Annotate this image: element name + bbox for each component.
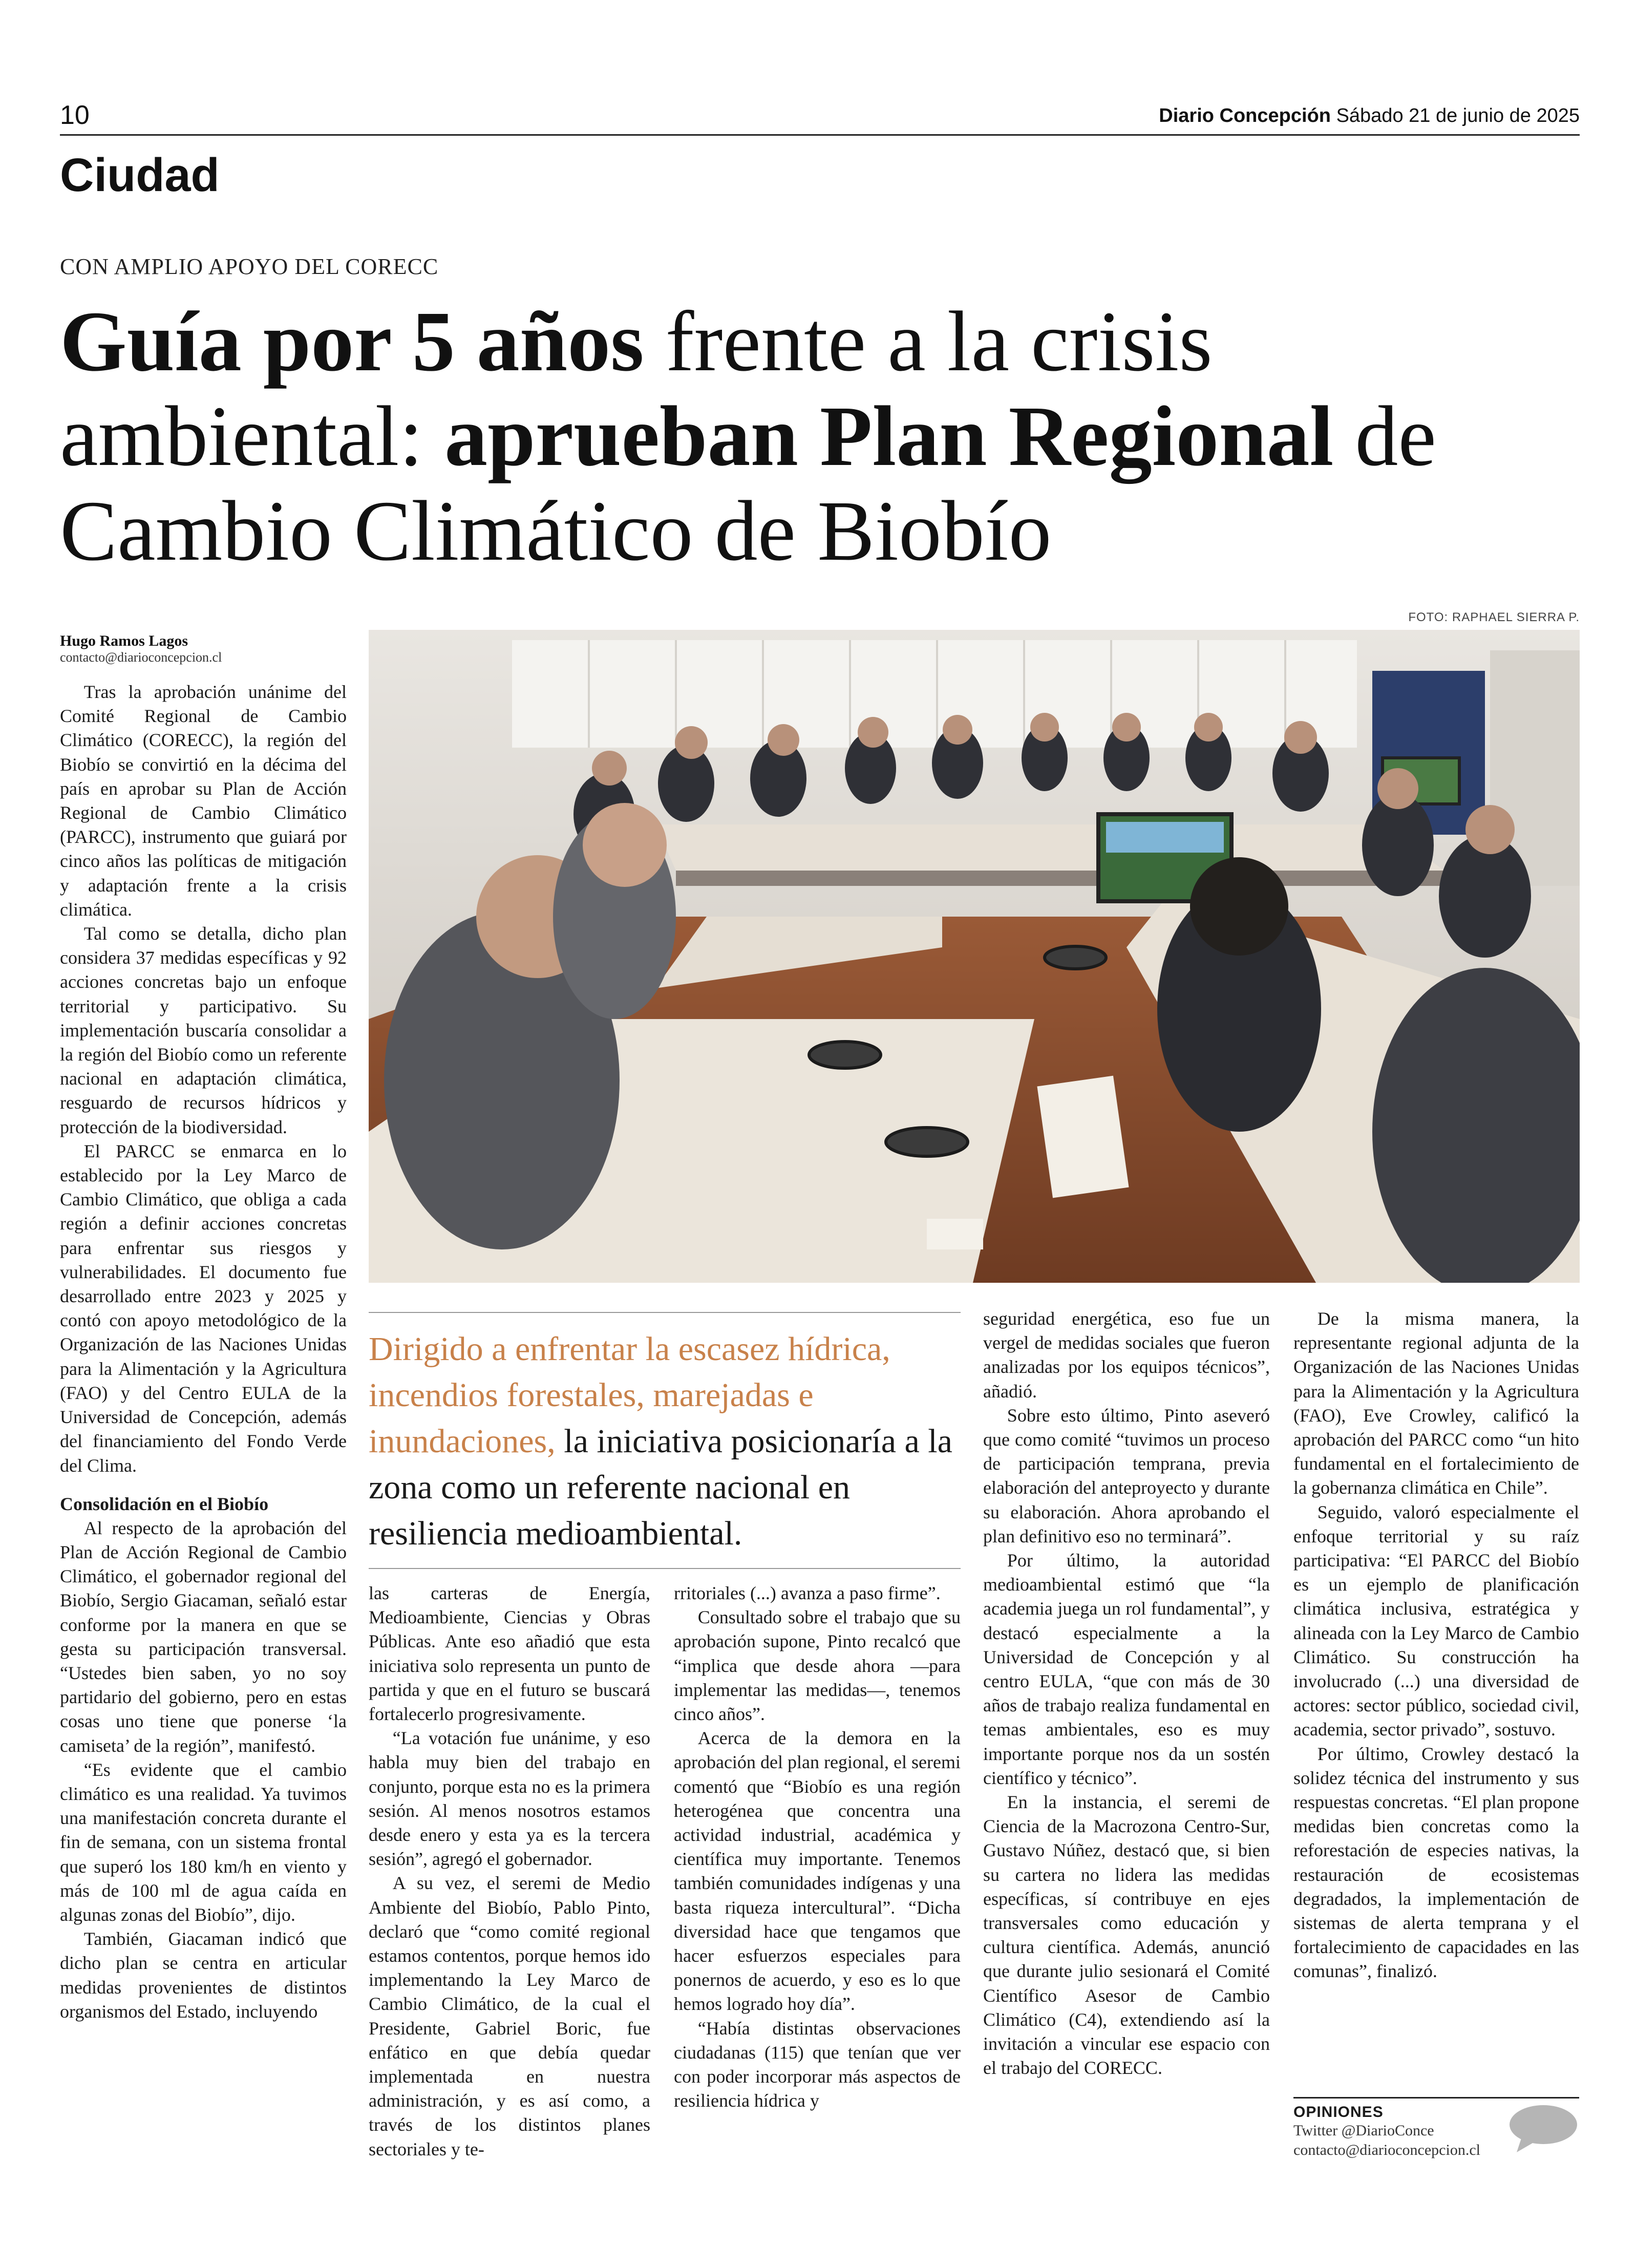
paragraph: seguridad energética, eso fue un vergel de medidas sociales que fueron analizadas por los equipos técnicos”, añadió.: [983, 1308, 1270, 1402]
paragraph: Consultado sobre el trabajo que su aprobación supone, Pinto recalcó que “implica que desde ahora —para implementar las medidas—, tenemos cinco años”.: [674, 1607, 961, 1725]
paragraph: Al respecto de la aprobación del Plan de Acción Regional de Cambio Climático, el gobernador regional del Biobío, Sergio Giacaman, señaló estar conforme por la manera en que se gesta su participación transversal. “Ustedes bien saben, yo no soy partidario del gobierno, pero en estas cosas uno tiene que ponerse ‘la camiseta’ de la región”, manifestó.: [60, 1517, 347, 1756]
paragraph: Acerca de la demora en la aprobación del plan regional, el seremi comentó que “Biobío es una región heterogénea que concentra una actividad industrial, académica y científica muy importante. Tenemos también comunidades indígenas y una basta riqueza intercultural”. “Dicha diversidad hace que tengamos que hacer esfuerzos especiales para ponernos de acuerdo, y eso es lo que hemos logrado hoy día”.: [674, 1728, 961, 2015]
photo-credit: FOTO: RAPHAEL SIERRA P.: [1408, 610, 1580, 624]
article-column-5: [1293, 1307, 1579, 1984]
paragraph: las carteras de Energía, Medioambiente, Ciencias y Obras Públicas. Ante eso añadió que esta iniciativa solo representa un punto de partida y que en el futuro se buscará fortalecerlo progresivamente.: [369, 1583, 650, 1725]
article-column-1: [60, 680, 347, 2024]
opinions-box: [1293, 2097, 1579, 2160]
article-headline: [60, 294, 1576, 579]
paragraph: Tal como se detalla, dicho plan considera 37 medidas específicas y 92 acciones concretas bajo un enfoque territorial y participativo. Su implementación buscaría consolidar a la región del Biobío como un referente nacional en adaptación climática, resguardo de recursos hídricos y protección de la biodiversidad.: [60, 923, 347, 1137]
opinions-email: contacto@diarioconcepcion.cl: [1293, 2142, 1480, 2158]
speech-bubble-icon: [1507, 2103, 1579, 2154]
opinions-divider: [1293, 2097, 1579, 2099]
paragraph: Tras la aprobación unánime del Comité Regional de Cambio Climático (CORECC), la región del Biobío se convirtió en la décima del país en aprobar su Plan de Acción Regional de Cambio Climático (PARCC), instrumento que guiará por cinco años las políticas de mitigación y adaptación frente a la crisis climática.: [60, 682, 347, 920]
author-email: contacto@diarioconcepcion.cl: [60, 650, 222, 665]
pullquote-divider-bottom: [369, 1568, 961, 1569]
paragraph: “La votación fue unánime, y eso habla muy bien del trabajo en conjunto, porque esta no es la primera sesión. Al menos nosotros estamos desde enero y esta ya es la tercera sesión”, agregó el gobernador.: [369, 1728, 650, 1870]
paragraph: A su vez, el seremi de Medio Ambiente del Biobío, Pablo Pinto, declaró que “como comité regional estamos contentos, porque hemos ido implementando la Ley Marco de Cambio Climático, de la cual el Presidente, Gabriel Boric, fue enfático en que debía quedar implementada en nuestra administración, y es así como, a través de los distintos planes sectoriales y te-: [369, 1873, 650, 2159]
byline: [60, 632, 347, 665]
headline-part-3: aprueban Plan Regional: [444, 389, 1334, 484]
paragraph: También, Giacaman indicó que dicho plan se centra en articular medidas provenientes de distintos organismos del Estado, incluyendo: [60, 1928, 347, 2022]
article-kicker: CON AMPLIO APOYO DEL CORECC: [60, 254, 439, 279]
publication-date: Sábado 21 de junio de 2025: [1336, 105, 1580, 126]
subheading: Consolidación en el Biobío: [60, 1493, 269, 1514]
section-title: Ciudad: [60, 149, 220, 201]
masthead-info: [1159, 105, 1580, 127]
paragraph: rritoriales (...) avanza a paso firme”.: [674, 1583, 941, 1603]
author-name: Hugo Ramos Lagos: [60, 632, 188, 649]
paragraph: El PARCC se enmarca en lo establecido por la Ley Marco de Cambio Climático, que obliga a cada región a definir acciones concretas para enfrentar sus riesgos y vulnerabilidades. El documento fue desarrollado entre 2023 y 2025 y contó con apoyo metodológico de la Organización de las Naciones Unidas para la Alimentación y la Agricultura (FAO) y del Centro EULA de la Universidad de Concepción, además del financiamiento del Fondo Verde del Clima.: [60, 1140, 347, 1476]
headline-part-2: frente a la crisis ambiental:: [60, 294, 1213, 484]
article-column-3: [674, 1581, 961, 2113]
article-photo: [369, 630, 1580, 1283]
paragraph: “Había distintas observaciones ciudadanas (115) que tenían que ver con poder incorporar más aspectos de resiliencia hídrica y: [674, 2018, 961, 2111]
pullquote-text: la iniciativa posicionaría a la zona como un referente nacional en resiliencia medioambiental.: [369, 1423, 952, 1552]
paragraph: Por último, la autoridad medioambiental estimó que “la academia juega un rol fundamental”, y destacó especialmente a la Universidad de Concepción y al centro EULA, “que con más de 30 años de trabajo realiza fundamental en temas ambientales, eso es muy importante porque nos da un sostén científico y técnico”.: [983, 1550, 1270, 1788]
paragraph: En la instancia, el seremi de Ciencia de la Macrozona Centro-Sur, Gustavo Núñez, destacó que, si bien su cartera no lidera las medidas específicas, sí contribuye en ejes transversales como educación y cultura científica. Además, anunció que durante julio sesionará el Comité Científico Asesor de Cambio Climático (C4), extendiendo así la invitación a vincular ese espacio con el trabajo del CORECC.: [983, 1792, 1270, 2079]
paragraph: Sobre esto último, Pinto aseveró que como comité “tuvimos un proceso de participación temprana, previa elaboración del anteproyecto y durante su elaboración. Ahora aprobando el plan definitivo eso no terminará”.: [983, 1405, 1270, 1546]
page-number: 10: [60, 100, 90, 130]
paragraph: Seguido, valoró especialmente el enfoque territorial y su raíz participativa: “El PARCC del Biobío es un ejemplo de planificación climática inclusiva, estratégica y alineada con la Ley Marco de Cambio Climático. Su construcción ha involucrado (...) una diversidad de actores: sector público, sociedad civil, academia, sector privado”, sostuvo.: [1293, 1501, 1579, 1740]
paragraph: “Es evidente que el cambio climático es una realidad. Ya tuvimos una manifestación concreta durante el fin de semana, con un sistema frontal que superó los 180 km/h en viento y más de 100 ml de agua caída en algunas zonas del Biobío”, dijo.: [60, 1759, 347, 1925]
meeting-photo-illustration: [369, 630, 1580, 1283]
opinions-twitter: Twitter @DiarioConce: [1293, 2122, 1434, 2139]
headline-part-4: de Cambio Climático de Biobío: [60, 389, 1436, 579]
paragraph: Por último, Crowley destacó la solidez técnica del instrumento y sus respuestas concretas. “El plan propone medidas bien concretas como la reforestación de especies nativas, la restauración de ecosistemas degradados, la implementación de sistemas de alerta temprana y el fortalecimiento de capacidades en las comunas”, finalizó.: [1293, 1743, 1579, 1982]
pullquote-highlight: Dirigido a enfrentar la escasez hídrica, incendios forestales, marejadas e inundaciones,: [369, 1330, 890, 1460]
opinions-label: OPINIONES: [1293, 2104, 1384, 2121]
pullquote-divider-top: [369, 1312, 961, 1313]
article-column-4: [983, 1307, 1270, 2081]
paragraph: De la misma manera, la representante regional adjunta de la Organización de las Naciones Unidas para la Alimentación y la Agricultura (FAO), Eve Crowley, calificó la aprobación del PARCC como “un hito fundamental en el fortalecimiento de la gobernanza climática en Chile”.: [1293, 1308, 1579, 1498]
article-column-2: [369, 1581, 650, 2161]
headline-part-1: Guía por 5 años: [60, 294, 644, 389]
publication-name: Diario Concepción: [1159, 105, 1331, 126]
pullquote: [369, 1326, 961, 1557]
header-divider: [60, 134, 1580, 136]
